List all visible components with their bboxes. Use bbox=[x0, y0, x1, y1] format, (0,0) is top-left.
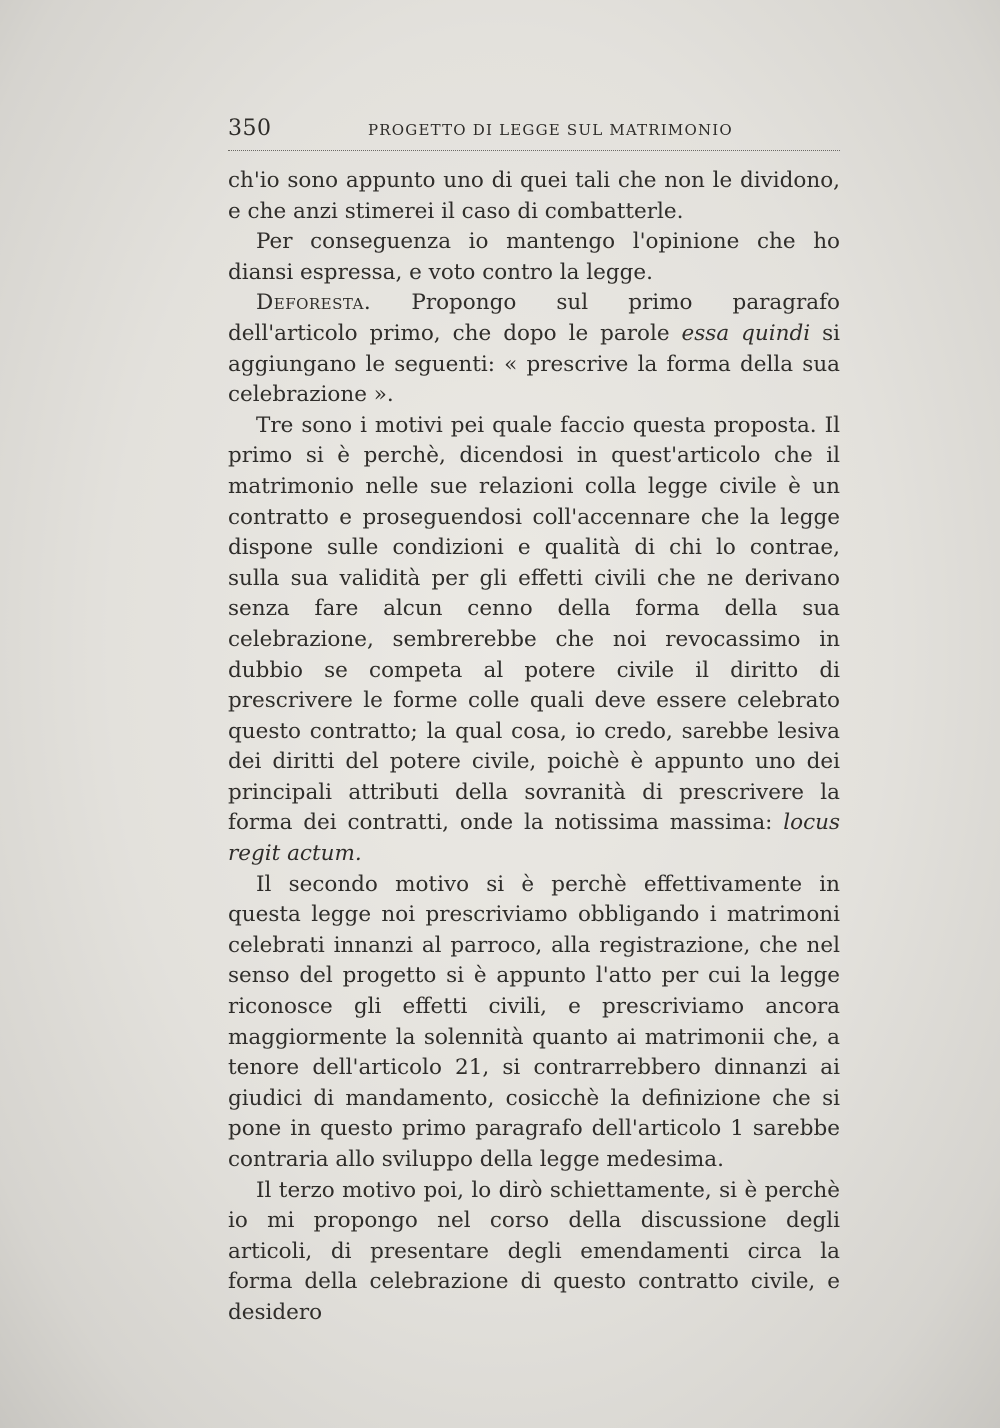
page-header bbox=[228, 116, 838, 146]
paragraph-4-italic: locus regit actum. bbox=[228, 810, 840, 867]
paragraph-4 bbox=[228, 411, 840, 870]
body-text bbox=[228, 166, 840, 1329]
paragraph-6: Il terzo motivo poi, lo dirò schiettamente, si è perchè io mi propongo nel corso della discussione degli articoli, di presentare degli emendamenti circa la forma della celebrazione di questo contratto civile, e desidero bbox=[228, 1177, 840, 1325]
speaker-name: Deforesta. bbox=[256, 290, 372, 316]
running-title: PROGETTO DI LEGGE SUL MATRIMONIO bbox=[368, 121, 733, 139]
paragraph-3-italic: essa quindi bbox=[681, 320, 811, 346]
paragraph-3-text-a: Propongo sul primo paragrafo dell'articolo primo, che dopo le parole bbox=[228, 290, 840, 346]
paragraph-2: Per conseguenza io mantengo l'opinione che ho diansi espressa, e voto contro la legge. bbox=[228, 229, 840, 285]
paragraph-3-text-b: si aggiungano le seguenti: « prescrive la forma della sua celebrazione ». bbox=[228, 320, 840, 408]
paragraph-4-text: Tre sono i motivi pei quale faccio questa proposta. Il primo si è perchè, dicendosi in quest'articolo che il matrimonio nelle sue relazioni colla legge civile è un contratto e proseguendosi coll'accennare che la legge dispone sulle condizioni e qualità di chi lo contrae, sulla sua validità per gli effetti civili che ne derivano senza fare alcun cenno della forma della sua celebrazione, sembrerebbe che noi revocassimo in dubbio se competa al potere civile il diritto di prescrivere le forme colle quali deve essere celebrato questo contratto; la qual cosa, io credo, sarebbe lesiva dei diritti del potere civile, poichè è appunto uno dei principali attributi della sovranità di prescrivere la forma dei contratti, onde la notissima massima: bbox=[228, 412, 840, 836]
paragraph-1: ch'io sono appunto uno di quei tali che non le dividono, e che anzi stimerei il caso di combatterle. bbox=[228, 168, 840, 224]
paragraph-3 bbox=[228, 288, 840, 410]
header-rule bbox=[228, 150, 840, 151]
page-number: 350 bbox=[228, 116, 272, 141]
paragraph-5: Il secondo motivo si è perchè effettivamente in questa legge noi prescriviamo obbligando i matrimoni celebrati innanzi al parroco, alla registrazione, che nel senso del progetto si è appunto l'atto per cui la legge riconosce gli effetti civili, e prescriviamo ancora maggiormente la solennità quanto ai matrimonii che, a tenore dell'articolo 21, si contrarrebbero dinnanzi ai giudici di mandamento, cosicchè la definizione che si pone in questo primo paragrafo dell'articolo 1 sarebbe contraria allo sviluppo della legge medesima. bbox=[228, 871, 840, 1172]
